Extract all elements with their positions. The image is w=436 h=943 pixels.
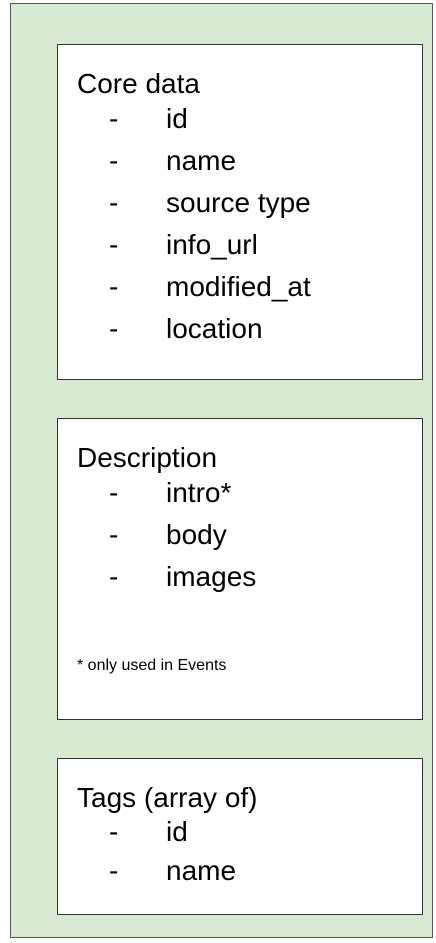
field-label: name [166,855,237,886]
bullet-dash: - [109,271,119,302]
field-label: location [166,313,263,344]
field-label: source type [166,187,311,218]
field-label: intro* [166,477,232,508]
bullet-dash: - [109,229,119,260]
description-footnote: * only used in Events [77,657,227,674]
description-box [57,418,423,720]
bullet-dash: - [109,103,119,134]
bullet-dash: - [109,313,119,344]
bullet-dash: - [109,561,119,592]
field-label: modified_at [166,271,311,302]
diagram-panel [10,3,433,938]
field-label: info_url [166,229,258,260]
field-label: name [166,145,237,176]
bullet-dash: - [109,816,119,847]
tags-box [57,758,423,915]
field-label: body [166,519,227,550]
field-label: images [166,561,257,592]
tags-title: Tags (array of) [77,782,258,813]
field-label: id [166,816,188,847]
description-title: Description [77,442,218,473]
core-data-box [57,44,423,380]
bullet-dash: - [109,477,119,508]
bullet-dash: - [109,855,119,886]
bullet-dash: - [109,187,119,218]
bullet-dash: - [109,519,119,550]
bullet-dash: - [109,145,119,176]
field-label: id [166,103,188,134]
core-data-title: Core data [77,68,200,99]
